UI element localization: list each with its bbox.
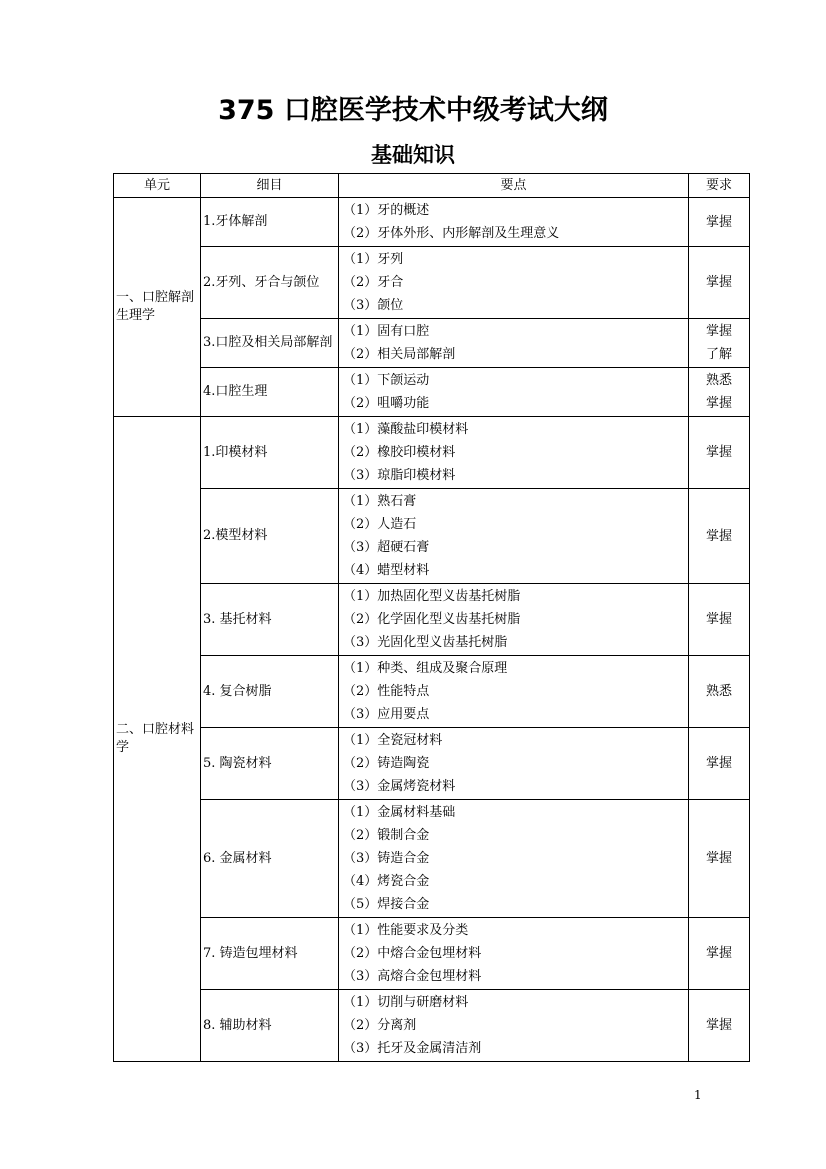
point-text: （1）种类、组成及聚合原理 (343, 661, 508, 676)
point-text: （2）锻制合金 (343, 828, 430, 843)
point-text: （1）性能要求及分类 (343, 923, 469, 938)
points-cell (339, 584, 689, 656)
item-cell: 3.口腔及相关局部解剖 (201, 319, 339, 368)
point-text: （1）下颌运动 (343, 373, 430, 388)
point-text: （2）相关局部解剖 (343, 347, 456, 362)
point-text: （2）性能特点 (343, 684, 430, 699)
requirement-text: 掌握 (705, 756, 732, 771)
requirement-text: 掌握 (705, 324, 732, 339)
point-text: （4）烤瓷合金 (343, 874, 430, 889)
table-header-row (114, 174, 750, 198)
point-text: （1）切削与研磨材料 (343, 995, 469, 1010)
point-text: （1）固有口腔 (343, 324, 430, 339)
points-cell (339, 918, 689, 990)
requirement-cell (689, 368, 750, 417)
requirement-text: 掌握 (705, 612, 732, 627)
requirement-cell (689, 990, 750, 1062)
point-text: （2）橡胶印模材料 (343, 445, 456, 460)
requirement-cell (689, 247, 750, 319)
document-title: 375 口腔医学技术中级考试大纲 (218, 95, 608, 126)
section-title: 基础知识 (371, 143, 455, 167)
point-text: （3）颌位 (343, 298, 404, 313)
item-cell: 5. 陶瓷材料 (201, 728, 339, 800)
requirement-text: 掌握 (705, 946, 732, 961)
requirement-text: 掌握 (705, 1018, 732, 1033)
points-cell (339, 247, 689, 319)
point-text: （1）熟石膏 (343, 494, 417, 509)
requirement-text: 掌握 (705, 214, 732, 230)
point-text: （1）牙列 (343, 252, 404, 267)
header-unit: 单元 (114, 174, 201, 198)
points-cell (339, 417, 689, 489)
point-text: （1）金属材料基础 (343, 805, 456, 820)
table-body (114, 198, 750, 1062)
point-text: （2）人造石 (343, 517, 417, 532)
page-number: 1 (694, 1088, 702, 1102)
point-text: （3）光固化型义齿基托树脂 (343, 635, 508, 650)
item-cell: 1.牙体解剖 (201, 198, 339, 247)
item-cell: 8. 辅助材料 (201, 990, 339, 1062)
points-cell (339, 656, 689, 728)
points-cell (339, 368, 689, 417)
requirement-cell (689, 728, 750, 800)
unit-cell: 二、口腔材料学 (114, 417, 201, 1062)
point-text: （1）牙的概述 (343, 203, 430, 218)
item-cell: 7. 铸造包埋材料 (201, 918, 339, 990)
point-text: （3）铸造合金 (343, 851, 430, 866)
item-cell: 6. 金属材料 (201, 800, 339, 918)
unit-cell: 一、口腔解剖生理学 (114, 198, 201, 417)
point-text: （3）金属烤瓷材料 (343, 779, 456, 794)
header-points: 要点 (339, 174, 689, 198)
point-text: （5）焊接合金 (343, 897, 430, 912)
requirement-cell (689, 800, 750, 918)
requirement-text: 掌握 (705, 528, 732, 544)
point-text: （1）藻酸盐印模材料 (343, 422, 469, 437)
point-text: （2）中熔合金包埋材料 (343, 946, 482, 961)
table-row (114, 368, 750, 417)
point-text: （3）琼脂印模材料 (343, 468, 456, 483)
point-text: （2）牙合 (343, 275, 404, 290)
point-text: （2）咀嚼功能 (343, 396, 430, 411)
item-cell: 4.口腔生理 (201, 368, 339, 417)
table-row (114, 198, 750, 247)
syllabus-table (113, 173, 750, 1062)
point-text: （3）超硬石膏 (343, 540, 430, 555)
points-cell (339, 198, 689, 247)
table-row (114, 918, 750, 990)
requirement-cell (689, 656, 750, 728)
point-text: （1）全瓷冠材料 (343, 733, 443, 748)
table-row (114, 728, 750, 800)
point-text: （3）应用要点 (343, 707, 430, 722)
requirement-cell (689, 918, 750, 990)
item-cell: 2.牙列、牙合与颌位 (201, 247, 339, 319)
table-row (114, 584, 750, 656)
point-text: （2）分离剂 (343, 1018, 417, 1033)
table-row (114, 656, 750, 728)
requirement-cell (689, 198, 750, 247)
table-row (114, 990, 750, 1062)
requirement-text: 掌握 (705, 396, 732, 411)
item-cell: 4. 复合树脂 (201, 656, 339, 728)
table-row (114, 247, 750, 319)
table-row (114, 800, 750, 918)
requirement-text: 熟悉 (705, 684, 732, 699)
point-text: （4）蜡型材料 (343, 563, 430, 578)
table-row (114, 489, 750, 584)
points-cell (339, 800, 689, 918)
requirement-text: 了解 (705, 347, 732, 362)
requirement-cell (689, 319, 750, 368)
header-requirement: 要求 (689, 174, 750, 198)
point-text: （2）牙体外形、内形解剖及生理意义 (343, 226, 560, 241)
table-row (114, 417, 750, 489)
requirement-cell (689, 417, 750, 489)
requirement-text: 掌握 (705, 445, 732, 460)
requirement-text: 熟悉 (705, 373, 732, 388)
requirement-text: 掌握 (705, 851, 732, 866)
table-row (114, 319, 750, 368)
point-text: （3）高熔合金包埋材料 (343, 969, 482, 984)
requirement-cell (689, 489, 750, 584)
points-cell (339, 319, 689, 368)
point-text: （3）托牙及金属清洁剂 (343, 1041, 482, 1056)
points-cell (339, 728, 689, 800)
item-cell: 1.印模材料 (201, 417, 339, 489)
points-cell (339, 489, 689, 584)
requirement-cell (689, 584, 750, 656)
point-text: （2）化学固化型义齿基托树脂 (343, 612, 521, 627)
point-text: （2）铸造陶瓷 (343, 756, 430, 771)
header-item: 细目 (201, 174, 339, 198)
point-text: （1）加热固化型义齿基托树脂 (343, 589, 521, 604)
item-cell: 3. 基托材料 (201, 584, 339, 656)
item-cell: 2.模型材料 (201, 489, 339, 584)
requirement-text: 掌握 (705, 275, 732, 290)
points-cell (339, 990, 689, 1062)
